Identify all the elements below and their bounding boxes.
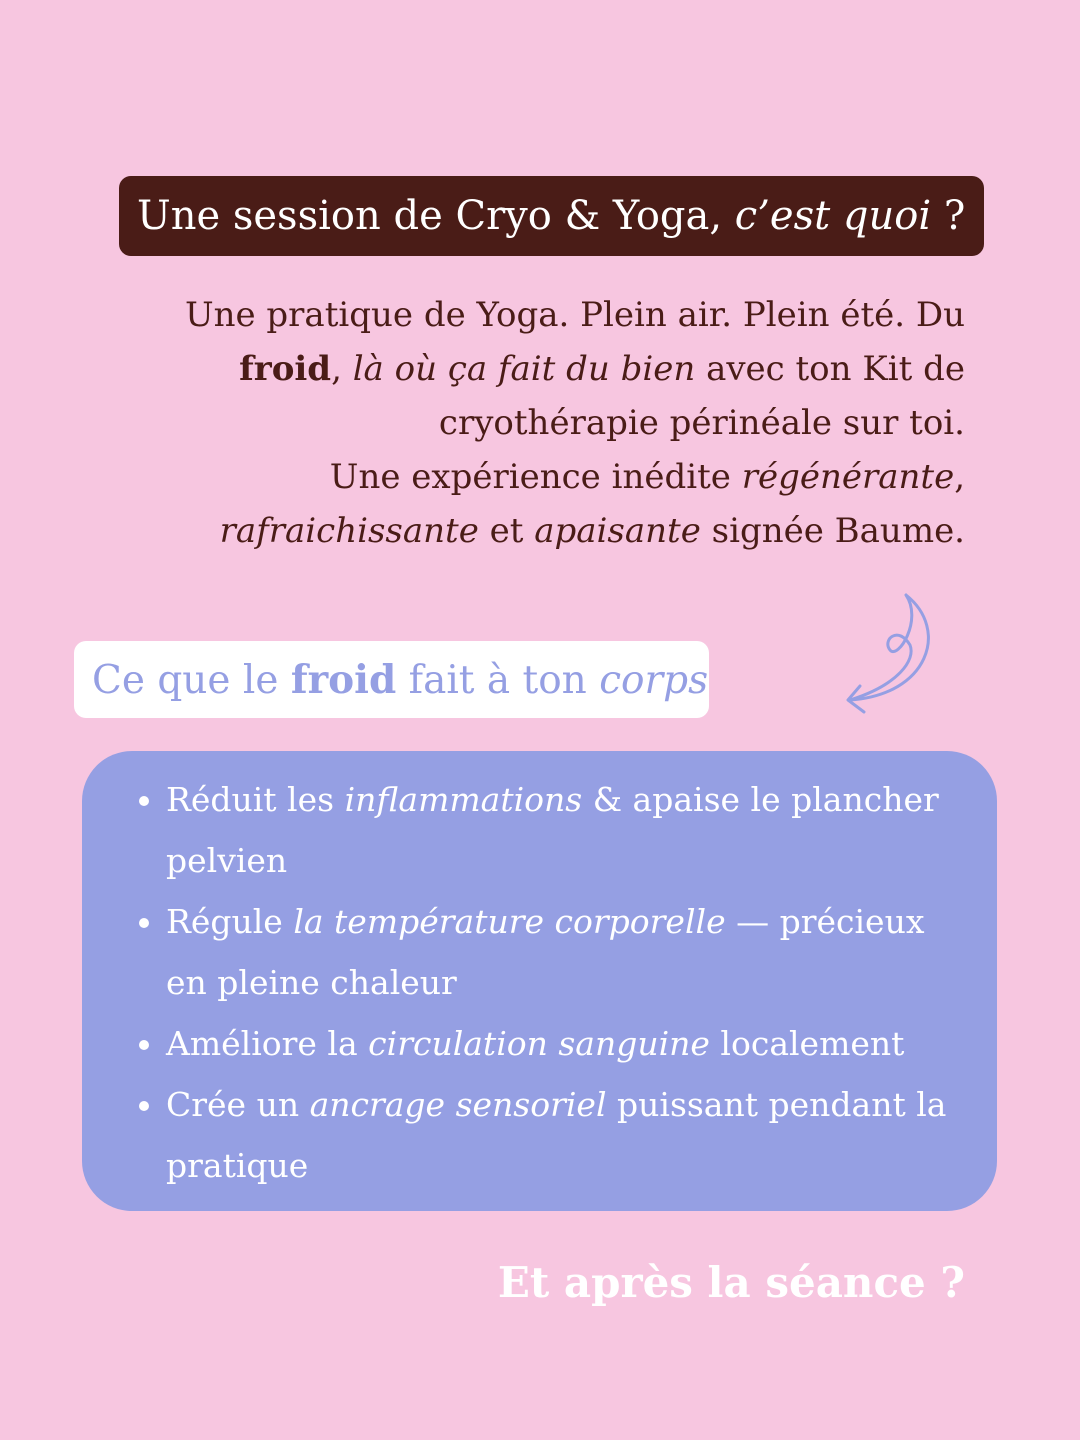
title-text: Une session de Cryo & Yoga, c’est quoi ? [137,193,966,239]
list-item: • Réduit les inflammations & apaise le plancher pelvien [166,769,967,891]
list-item: • Régule la température corporelle — précieux en pleine chaleur [166,891,967,1013]
title-banner [119,176,984,256]
benefits-list [112,769,967,1196]
subtitle-banner [74,641,709,718]
subtitle-text: Ce que le froid fait à ton corps [92,656,709,703]
list-item: • Crée un ancrage sensoriel puissant pendant la pratique [166,1074,967,1196]
curly-arrow-icon [838,590,950,720]
intro-paragraph-1: Une pratique de Yoga. Plein air. Plein été. Du froid, là où ça fait du bien avec ton Kit de cryothérapie périnéale sur toi. [184,295,965,443]
list-item: • Améliore la circulation sanguine localement [166,1013,967,1074]
intro-text [150,288,965,558]
intro-paragraph-2: Une expérience inédite régénérante, rafraichissante et apaisante signée Baume. [219,457,965,551]
benefits-panel [82,751,997,1211]
closing-question: Et après la séance ? [497,1258,965,1307]
